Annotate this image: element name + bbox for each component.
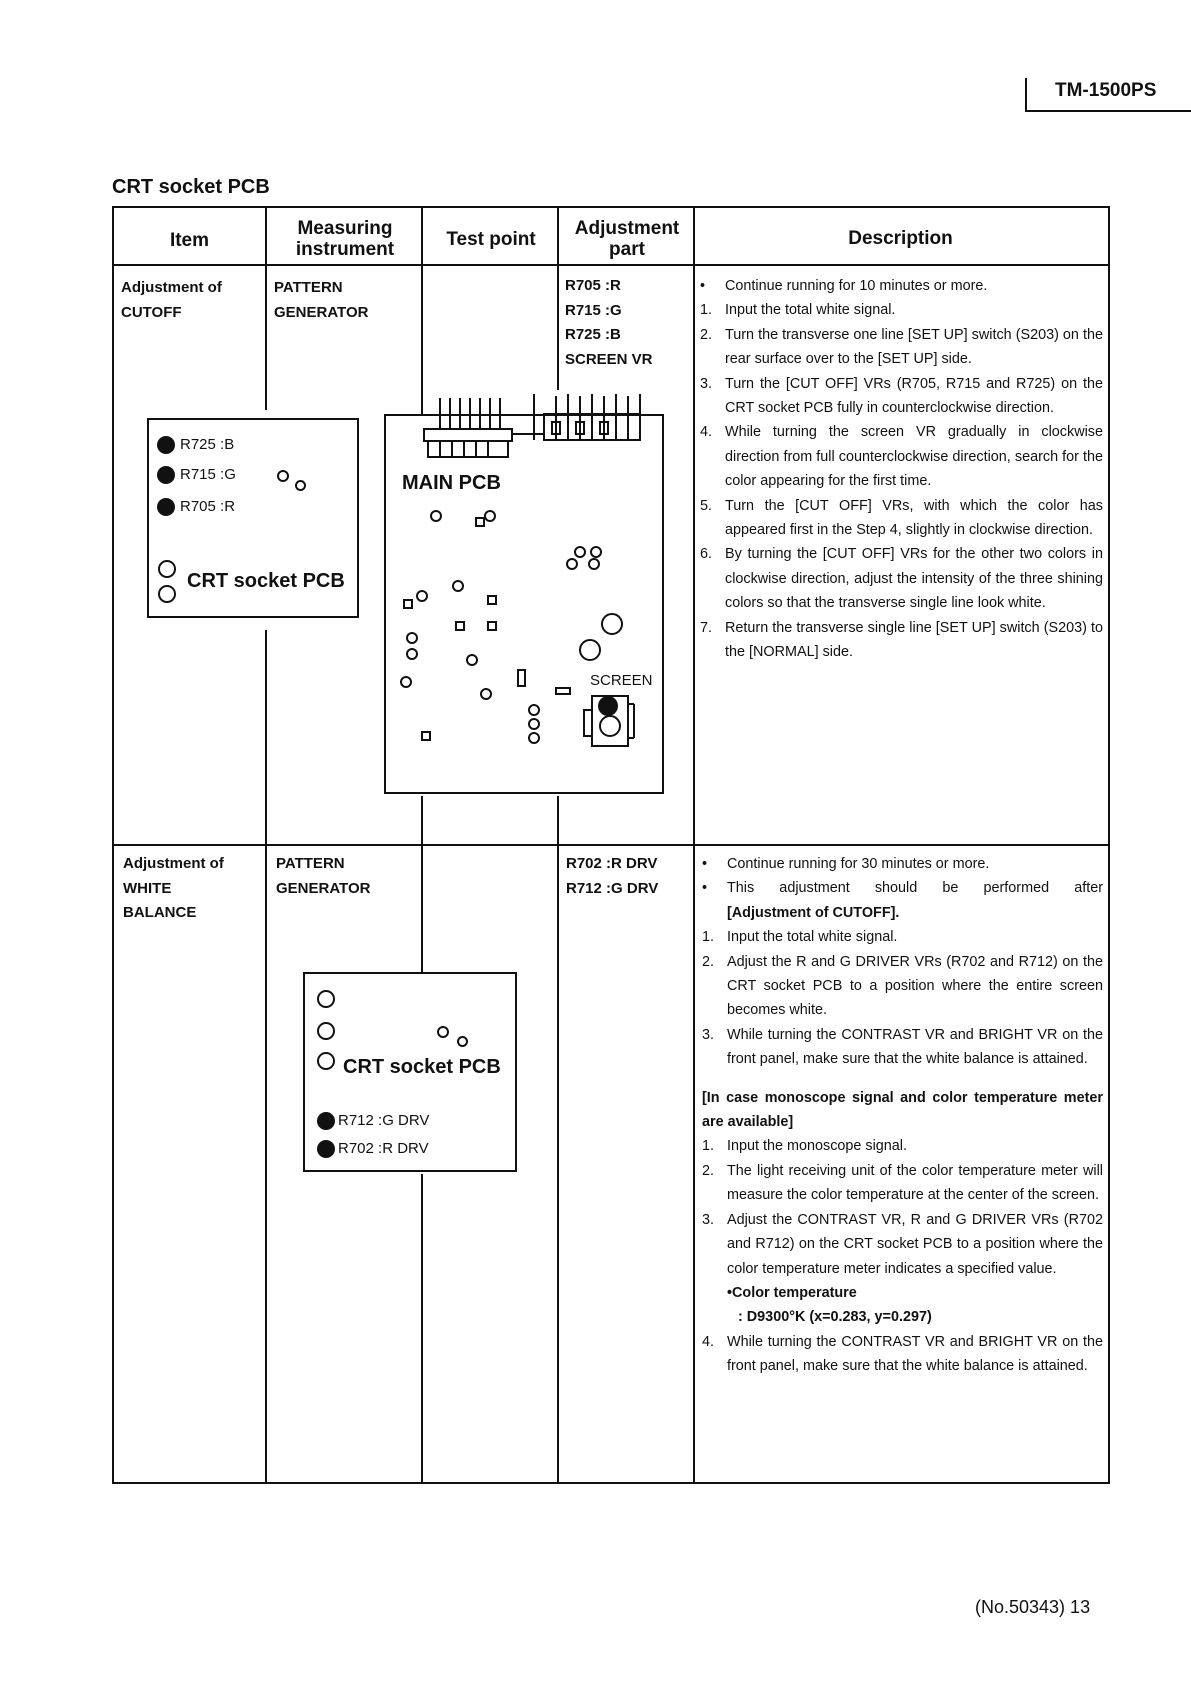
r725-dot xyxy=(157,436,175,454)
row1-adjustment-part: R705 :R R715 :G R725 :B SCREEN VR xyxy=(565,277,653,368)
main-pcb-diagram xyxy=(384,414,664,794)
page-number: (No.50343) 13 xyxy=(975,1597,1091,1617)
column-header-test-point: Test point xyxy=(446,229,536,250)
row1-description xyxy=(696,274,1103,665)
r705-dot xyxy=(157,498,175,516)
column-header-instrument xyxy=(266,218,424,260)
main-pcb-connectors xyxy=(384,414,664,794)
description-step: 3. Adjust the CONTRAST VR, R and G DRIVER VRs (R702 and R712) on the CRT socket PCB to a position where the color temperature meter indicates a specified value. xyxy=(702,1211,1103,1277)
description-step: 3. Turn the [CUT OFF] VRs (R705, R715 and R725) on the CRT socket PCB fully in counterclockwise direction. xyxy=(700,375,1103,417)
description-step: 2. Turn the transverse one line [SET UP] switch (S203) on the rear surface over to the [SET UP] side. xyxy=(700,326,1103,368)
description-step: 4. While turning the CONTRAST VR and BRIGHT VR on the front panel, make sure that the white balance is attained. xyxy=(702,1333,1103,1375)
description-step: • This adjustment should be performed after xyxy=(702,880,1103,897)
column-header-instrument-text: Measuring instrument xyxy=(295,218,395,260)
description-step: 6. By turning the [CUT OFF] VRs for the other two colors in clockwise direction, adjust the intensity of the three shining colors so that the transverse single line look white. xyxy=(700,546,1103,612)
color-temperature-label: •Color temperature xyxy=(727,1284,857,1301)
crt-socket-pcb-diagram xyxy=(147,418,359,618)
r702-label: R702 :R DRV xyxy=(338,1140,429,1157)
r715-label: R715 :G xyxy=(180,466,236,483)
model-number: TM-1500PS xyxy=(1055,80,1157,101)
description-step: 5. Turn the [CUT OFF] VRs, with which the color has appeared first in the Step 4, slightly in clockwise direction. xyxy=(700,497,1103,539)
row2-instrument: PATTERN GENERATOR xyxy=(276,855,371,897)
crt-socket-pcb-diagram-white-balance xyxy=(303,972,517,1172)
description-step: • Continue running for 30 minutes or more. xyxy=(702,856,990,872)
description-step: 7. Return the transverse single line [SET UP] switch (S203) to the [NORMAL] side. xyxy=(700,619,1103,661)
row2-description xyxy=(698,852,1103,1379)
description-step: 4. While turning the screen VR gradually in clockwise direction from full counterclockwise direction, search for the color appearing for the first time. xyxy=(700,424,1103,490)
column-header-adjustment-part xyxy=(558,218,696,260)
crt-board-label-2: CRT socket PCB xyxy=(343,1056,501,1078)
description-step: 1. Input the total white signal. xyxy=(702,929,898,946)
description-step: 1. Input the monoscope signal. xyxy=(702,1138,908,1155)
description-step: 1. Input the total white signal. xyxy=(700,302,896,319)
row2-item: Adjustment of WHITE BALANCE xyxy=(123,855,224,921)
r715-dot xyxy=(157,466,175,484)
description-step: 3. While turning the CONTRAST VR and BRIGHT VR on the front panel, make sure that the white balance is attained. xyxy=(702,1026,1103,1068)
model-header xyxy=(1025,78,1191,112)
color-temperature-value: : D9300°K (x=0.283, y=0.297) xyxy=(738,1309,932,1326)
description-step: 2. Adjust the R and G DRIVER VRs (R702 and R712) on the CRT socket PCB to a position where the entire screen becomes white. xyxy=(702,953,1103,1019)
description-step: 2. The light receiving unit of the color temperature meter will measure the color temperature at the center of the screen. xyxy=(702,1162,1103,1204)
section-title: CRT socket PCB xyxy=(112,176,270,198)
main-board-label: MAIN PCB xyxy=(402,472,501,494)
column-header-description: Description xyxy=(848,228,953,249)
row1-item: Adjustment of CUTOFF xyxy=(121,279,222,321)
column-header-adjustment-part-text: Adjustment part xyxy=(574,218,680,260)
column-header-item: Item xyxy=(169,230,210,251)
row1-instrument: PATTERN GENERATOR xyxy=(274,279,369,321)
description-heading: [In case monoscope signal and color temperature meter are available] xyxy=(702,1089,1103,1131)
r702-dot xyxy=(317,1140,335,1158)
crt-board-label: CRT socket PCB xyxy=(187,570,345,592)
r712-label: R712 :G DRV xyxy=(338,1112,430,1129)
header-divider xyxy=(114,264,1108,266)
r705-label: R705 :R xyxy=(180,498,236,515)
r712-dot xyxy=(317,1112,335,1130)
r725-label: R725 :B xyxy=(180,436,235,453)
screen-vr-label: SCREEN xyxy=(590,672,653,689)
row2-adjustment-part: R702 :R DRV R712 :G DRV xyxy=(566,855,659,897)
description-step: • Continue running for 10 minutes or more. xyxy=(700,278,988,294)
row-divider xyxy=(114,844,1108,846)
description-step: [Adjustment of CUTOFF]. xyxy=(727,904,900,921)
